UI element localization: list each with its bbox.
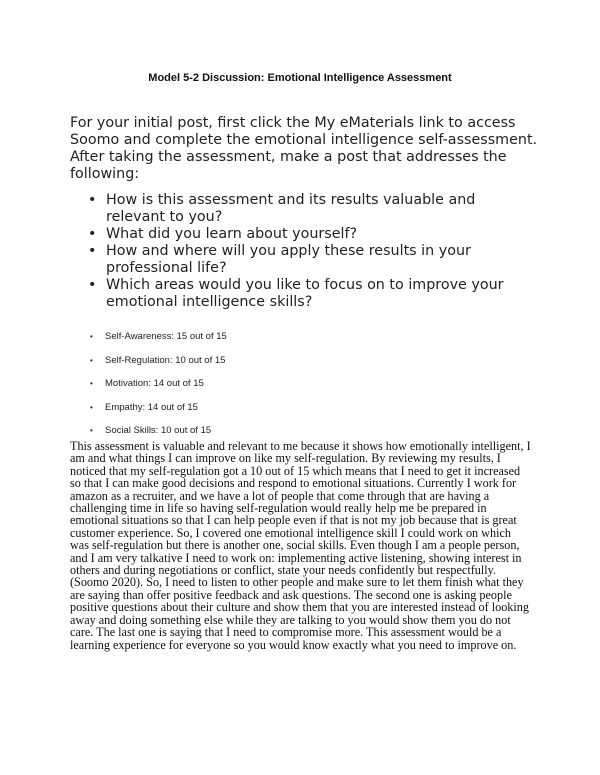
bullet-icon: • xyxy=(90,355,93,365)
question-item xyxy=(84,226,524,243)
question-list xyxy=(84,192,524,311)
bullet-icon: • xyxy=(90,379,93,389)
bullet-icon: • xyxy=(90,332,93,341)
question-item xyxy=(84,243,524,277)
intro-paragraph: For your initial post, first click the My eMaterials link to access Soomo and complete the emotional intelligence self-assessment. After taking the assessment, make a post that addresses the following: xyxy=(70,115,538,182)
bullet-icon: • xyxy=(88,243,97,259)
score-item xyxy=(88,425,388,437)
score-text: Self-Awareness: 15 out of 15 xyxy=(105,331,227,342)
bullet-icon: • xyxy=(90,402,93,412)
question-text: Which areas would you like to focus on to improve your emotional intelligence skills? xyxy=(106,277,504,310)
score-item xyxy=(88,331,388,343)
document-title: Model 5-2 Discussion: Emotional Intelligence Assessment xyxy=(148,72,452,84)
question-text: How and where will you apply these results in your professional life? xyxy=(106,243,471,276)
question-text: What did you learn about yourself? xyxy=(106,226,358,242)
score-text: Motivation: 14 out of 15 xyxy=(105,378,204,390)
score-text: Empathy: 14 out of 15 xyxy=(105,401,198,413)
score-item xyxy=(88,355,388,367)
bullet-icon: • xyxy=(88,226,97,242)
score-item xyxy=(88,378,388,390)
bullet-icon: • xyxy=(88,277,97,293)
question-text: How is this assessment and its results valuable and relevant to you? xyxy=(106,192,476,225)
score-text: Social Skills: 10 out of 15 xyxy=(105,425,212,437)
bullet-icon: • xyxy=(90,426,93,436)
bullet-icon: • xyxy=(88,192,97,208)
question-item xyxy=(84,277,524,311)
score-list xyxy=(88,331,388,449)
question-item xyxy=(84,192,524,226)
score-text: Self-Regulation: 10 out of 15 xyxy=(105,354,226,366)
response-paragraph: This assessment is valuable and relevant to me because it shows how emotionally intelligent, I am and what things I can improve on like my self-regulation. By reviewing my results, I noticed that my self-regulation got a 10 out of 15 which means that I need to get it increased so that I can make good decisions and respond to emotional situations. Currently I work for amazon as a recruiter, and we have a lot of people that come through that are having a challenging time in life so having self-regulation would really help me be prepared in emotional situations so that I can help people even if that is not my job because that is great customer experience. So, I covered one emotional intelligence skill I could work on which was self-regulation but there is another one, social skills. Even though I am a people person, and I am very talkative I need to work on: implementing active listening, showing interest in others and during negotiations or conflict, state your needs confidently but respectfully. (Soomo 2020). So, I need to listen to other people and make sure to let them finish what they are saying than offer positive feedback and ask questions. The second one is asking people positive questions about their culture and show them that you are interested instead of looking away and doing something else while they are talking to you would show them you do not care. The last one is saying that I need to compromise more. This assessment would be a learning experience for everyone so you would know exactly what you need to improve on. xyxy=(70,439,531,652)
score-item xyxy=(88,402,388,414)
